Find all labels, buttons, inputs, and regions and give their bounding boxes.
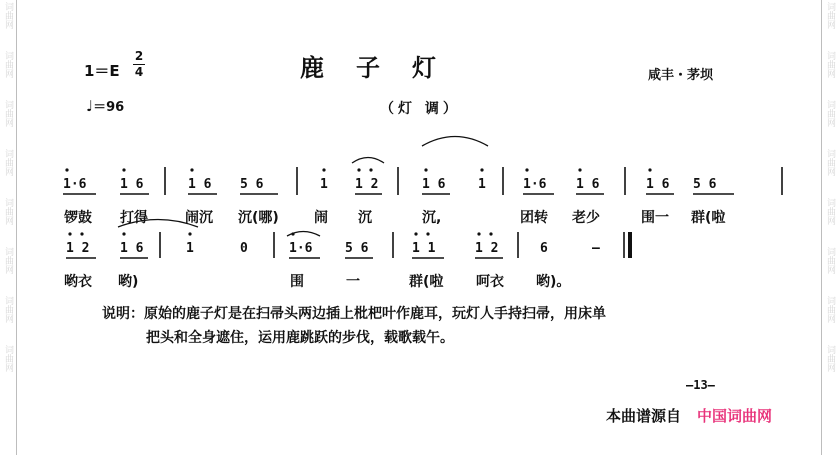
watermark-text: 词曲网 [825, 2, 835, 29]
slur [422, 137, 488, 147]
explanation-line-1: 说明：原始的鹿子灯是在扫帚头两边插上枇杷叶作鹿耳，玩灯人手持扫帚，用床单 [102, 306, 606, 322]
staff2-barlines [160, 232, 624, 258]
credit-line [606, 405, 772, 426]
watermark-text: 词曲网 [3, 100, 13, 127]
note: 1 6 [120, 241, 144, 256]
lyric: 沉 [358, 210, 372, 226]
lyric: 一 [346, 274, 360, 290]
credit-text: 本曲谱源自 [606, 407, 682, 425]
watermark-text: 词曲网 [3, 345, 13, 372]
watermark-text: 词曲网 [825, 247, 835, 274]
watermark-text: 词曲网 [3, 51, 13, 78]
note: 1 [186, 241, 194, 256]
watermark-text: 词曲网 [825, 100, 835, 127]
note: 1 [320, 177, 328, 192]
note: 1 [478, 177, 486, 192]
note: 1 1 [412, 241, 436, 256]
staff2-notes [66, 241, 600, 256]
watermark-text: 词曲网 [825, 296, 835, 323]
staff1-notes [63, 177, 717, 192]
note: — [592, 241, 600, 256]
watermark-text: 词曲网 [3, 247, 13, 274]
watermark-text: 词曲网 [825, 198, 835, 225]
time-signature-bottom: 4 [134, 65, 144, 79]
lyric: 团转 [520, 210, 548, 226]
note: 1 6 [422, 177, 446, 192]
staff1-slurs [352, 137, 488, 164]
note: 5 6 [240, 177, 264, 192]
lyric: 呵衣 [476, 274, 504, 290]
song-subtitle: （灯 调） [380, 101, 461, 117]
key-signature: 1＝E [84, 62, 120, 80]
lyric: 沉, [422, 210, 442, 226]
lyric: 沉(哪) [238, 210, 279, 226]
watermark-text: 词曲网 [3, 198, 13, 225]
quarter-note-icon: ♩ [86, 97, 94, 115]
note: 1 2 [66, 241, 90, 256]
song-source: 咸丰・茅坝 [648, 68, 714, 83]
lyric: 锣鼓 [64, 210, 92, 226]
watermark-text: 词曲网 [825, 149, 835, 176]
lyric: 闹 [314, 210, 328, 226]
note: 1 6 [120, 177, 144, 192]
note: 5 6 [345, 241, 369, 256]
note: 0 [240, 241, 248, 256]
note: 1 6 [188, 177, 212, 192]
lyric: 围一 [641, 210, 669, 226]
note: 1 6 [646, 177, 670, 192]
note: 5 6 [693, 177, 717, 192]
staff1-octave-dots [65, 168, 651, 171]
lyric: 老少 [572, 210, 600, 226]
staff1-lyrics [64, 209, 726, 226]
lyric: 闹沉 [185, 210, 213, 226]
tempo-value: ＝96 [93, 100, 125, 115]
note: 1 6 [576, 177, 600, 192]
watermark-text: 词曲网 [825, 51, 835, 78]
song-title: 鹿子灯 [300, 54, 468, 82]
slur [352, 158, 384, 164]
note: 1·6 [523, 177, 547, 192]
note: 1 2 [475, 241, 499, 256]
credit-brand-link[interactable]: 中国词曲网 [697, 407, 773, 425]
explanation-text [102, 302, 742, 350]
lyric: 群(啦 [691, 210, 726, 226]
final-barline-thick [628, 232, 632, 258]
lyric: 围 [290, 274, 304, 290]
note: 1·6 [63, 177, 87, 192]
watermark-text: 词曲网 [3, 149, 13, 176]
staff2-slurs [118, 220, 320, 237]
explanation-line-2: 把头和全身遮住，运用鹿跳跃的步伐，载歌载午。 [146, 330, 454, 346]
staff2-lyrics [64, 273, 570, 290]
watermark-text: 词曲网 [825, 345, 835, 372]
lyric: 打得 [120, 210, 148, 226]
lyric: 哟)。 [536, 274, 571, 290]
lyric: 群(啦 [409, 274, 444, 290]
note: 6 [540, 241, 548, 256]
lyric: 哟) [118, 274, 139, 290]
watermark-text: 词曲网 [3, 296, 13, 323]
note: 1 2 [355, 177, 379, 192]
staff2-octave-dots [68, 232, 492, 235]
note: 1·6 [289, 241, 313, 256]
watermark-text: 词曲网 [3, 2, 13, 29]
lyric: 哟衣 [64, 274, 92, 290]
time-signature-top: 2 [134, 49, 144, 63]
page-number: —13— [686, 378, 715, 392]
